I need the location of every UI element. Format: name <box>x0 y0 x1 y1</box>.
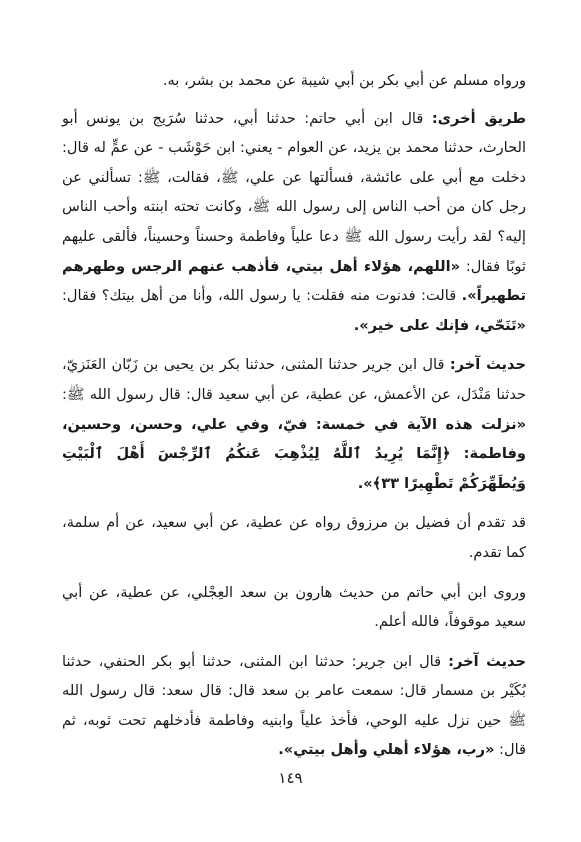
paragraph-5-text: وروى ابن أبي حاتم من حديث هارون بن سعد العِجْلي، عن عطية، عن أبي سعيد موقوفاً، فالله أعلم. <box>62 583 526 631</box>
paragraph-6-quote: «رب، هؤلاء أهلي وأهل بيتي». <box>278 741 495 759</box>
paragraph-2 <box>62 104 526 341</box>
paragraph-2-quote: «اللهم، هؤلاء أهل بيتي، فأذهب عنهم الرجس وطهرهم تطهيراً». <box>62 257 526 305</box>
paragraph-2-lead: طريق أخرى: <box>431 109 526 127</box>
paragraph-1 <box>62 66 526 96</box>
page-body <box>62 66 526 775</box>
paragraph-3 <box>62 350 526 498</box>
paragraph-3-text: قال ابن جرير حدثنا المثنى، حدثنا بكر بن يحيى بن زَبّان العَنَزيّ، حدثنا مَنْدَل، عن الأعمش، عن عطية، عن أبي سعيد قال: قال رسول الله ﷺ: <box>62 356 526 403</box>
paragraph-6-lead: حديث آخر: <box>448 652 526 670</box>
paragraph-6-text: قال ابن جرير: حدثنا ابن المثنى، حدثنا أبو بكر الحنفي، حدثنا بُكَيْر بن مسمار قال: سمعت عامر بن سعد قال: قال سعد: قال رسول الله ﷺ حين نزل عليه الوحي، فأخذ علياً وابنيه وفاطمة فأدخلهم تحت ثوبه، ثم قال: <box>62 652 526 759</box>
paragraph-2-quote-2: «تَنَحّي، فإنك على خير». <box>353 316 526 334</box>
paragraph-5 <box>62 578 526 637</box>
paragraph-4 <box>62 508 526 567</box>
paragraph-3-lead: حديث آخر: <box>449 356 526 374</box>
paragraph-4-text: قد تقدم أن فضيل بن مرزوق رواه عن عطية، عن أبي سعيد، عن أم سلمة، كما تقدم. <box>62 514 526 561</box>
paragraph-1-text: ورواه مسلم عن أبي بكر بن أبي شيبة عن محمد بن بشر، به. <box>162 72 526 89</box>
paragraph-3-quote: «نزلت هذه الآية في خمسة: فيّ، وفي علي، وحسن، وحسين، وفاطمة: ﴿إِنَّمَا يُرِيدُ ٱللَّهُ لِيُذْهِبَ عَنكُمُ ٱلرِّجْسَ أَهْلَ ٱلْبَيْتِ وَيُطَهِّرَكُمْ تَطْهِيرًا ٣٣﴾». <box>62 415 526 492</box>
page-number: ١٤٩ <box>278 769 303 787</box>
paragraph-6 <box>62 647 526 765</box>
paragraph-2-text: قال ابن أبي حاتم: حدثنا أبي، حدثنا سُرَيج بن يونس أبو الحارث، حدثنا محمد بن يزيد، عن العوام - يعني: ابن حَوْشَب - عن عمٍّ له قال: دخلت مع أبي على عائشة، فسألتها عن علي، ﷺ، فقالت، ﷺ: تسألني عن رجل كان من أحب الناس إلى رسول الله ﷺ، وكانت تحته ابنته وأحب الناس إليه؟ لقد رأيت رسول الله ﷺ دعا علياً وفاطمة وحسناً وحسيناً، فألقى عليهم ثوبًا فقال: <box>62 109 526 275</box>
paragraph-2-after: قالت: فدنوت منه فقلت: يا رسول الله، وأنا من أهل بيتك؟ فقال: <box>62 287 462 305</box>
